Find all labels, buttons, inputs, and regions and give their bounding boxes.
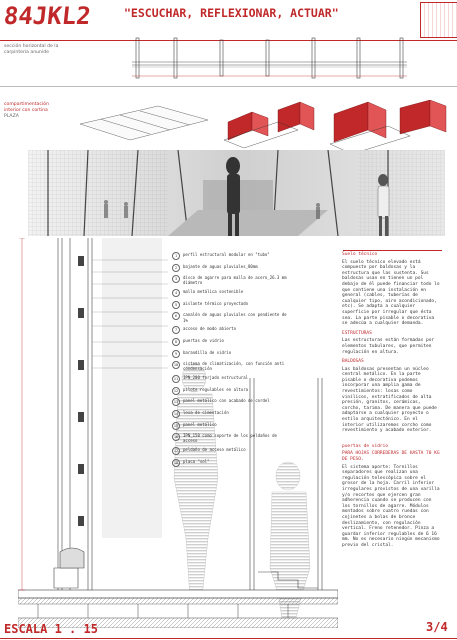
legend-number: 8 — [172, 338, 180, 346]
iso-caption-line: PLAZA — [4, 114, 19, 119]
legend-number: 15 — [173, 423, 179, 428]
note-body: El sistema aporte: Tornillos separadores que realizan una regulación telescópica sobre el grosor de la hoja. Carril inferior irregulares provistos de una varilla y/o recortes que ejercen gran adherencia cuando se producen con los tornillos de agarre. Módulos montados sobre cuatro ruedas con cojinetes a bolas de bronce deslizamiento, con regulación vertical. Freno retenedor. Pinza a guardar inferior regulables de 6 16 mm. No es necesario ningún mecanismo previo del cristal. — [342, 464, 440, 548]
legend-text: panel metálico con acabado de cordel — [183, 398, 270, 404]
legend-item — [172, 326, 292, 334]
legend-item — [172, 301, 292, 309]
legend-text: canalón de aguas pluviales con pendiente de 1% — [183, 312, 287, 323]
legend-number: 9 — [172, 350, 180, 358]
legend-number: 2 — [172, 264, 180, 272]
legend-text: pilote regulables en altura — [183, 386, 249, 392]
legend-number: 7 — [172, 326, 180, 334]
legend-number: 1 — [172, 252, 180, 260]
horizontal-section-drawing — [132, 36, 407, 82]
iso-caption-line: compartimentación — [4, 102, 49, 107]
legend-text: IPN_150 como soporte de los peldaños de acceso — [183, 433, 277, 444]
drawing-scale: ESCALA 1 . 15 — [4, 622, 98, 636]
legend-text: bajante de aguas pluviales_80mm — [183, 263, 258, 269]
note-body: Las baldosas presentan un núcleo central metálico. En la parte pisable o decorativa podemos incorporar una amplia gama de revestimientos: losas como vinílicos, estratificados de alta presión, granitos, cerámicas, corcho, tarima. De manera que puede adaptarse a cualquier proyecto o estilo arquitectónico. En el interior utilizaremos corcho como revestimiento y acabado exterior. — [342, 366, 437, 434]
legend-item — [172, 387, 292, 395]
note-title: Suelo técnico — [342, 252, 378, 257]
legend-item — [172, 447, 292, 455]
legend-item — [172, 252, 292, 260]
legend-item — [172, 398, 292, 406]
note-body: El suelo técnico elevado está compuesto por baldosas y la estructura que las sustenta. Sus baldosas usan en tienen un pol debajo de él puede financiar todo lo que contiene una instalación en general (cables, tuberías de cualquier tipo, aire acondicionado, etc). Se adapta a cualquier superficie por irregular que ésta sea. La parte pisable o decorativa se adecúa a cualquier demanda. — [342, 259, 440, 327]
legend-number: 17 — [173, 449, 179, 454]
legend-text: barandilla de vidrio — [183, 349, 232, 355]
interior-render-collage — [28, 150, 445, 236]
legend-item — [172, 275, 292, 285]
legend-number: 4 — [172, 289, 180, 297]
legend-text: sistema de climatización, con función anti condensación — [183, 361, 285, 372]
legend-number: 13 — [173, 400, 179, 405]
note-title: puertas de vidrio — [342, 443, 389, 449]
legend-item — [172, 264, 292, 272]
legend-item — [172, 422, 292, 430]
legend-number: 12 — [173, 388, 179, 393]
notes-rule — [343, 250, 442, 251]
legend-text: malla metálica sostenible — [183, 289, 244, 295]
legend-item — [172, 289, 292, 297]
project-slogan: "ESCUCHAR, REFLEXIONAR, ACTUAR" — [124, 6, 339, 20]
legend-item — [172, 433, 292, 443]
legend-text: placa "sol" — [183, 458, 210, 464]
panel-marker-icon — [420, 2, 457, 38]
project-code: 84JKL2 — [2, 2, 93, 30]
legend-item — [172, 338, 292, 346]
note-body: Las estructuras están formadas por elementos tubulares, que permiten regulación en altura. — [342, 338, 435, 355]
legend-number: 3 — [172, 275, 180, 283]
legend-text: acceso de modo abierto — [183, 326, 236, 332]
iso-caption-line: interior con cortina — [4, 108, 48, 113]
legend-text: perfil estructural modular en "tubo" — [183, 252, 270, 257]
note-title: ESTRUCTURAS — [342, 330, 372, 336]
legend-item — [172, 459, 292, 467]
note-title: BALDOSAS — [342, 359, 364, 365]
footer-divider — [0, 638, 457, 639]
legend-item — [172, 375, 292, 383]
legend-number: 6 — [172, 312, 180, 320]
component-legend — [172, 252, 292, 470]
legend-number: 16 — [173, 435, 179, 440]
note-title: PARA HOJAS CORREDERAS DE HASTA 70 KG DE PESO. — [342, 451, 440, 462]
section-caption-line: sección horizontal de la — [4, 44, 59, 49]
legend-text: peldaño de acceso metálico — [183, 447, 246, 453]
legend-text: IPN_200 forjado estructural — [183, 375, 249, 381]
legend-item — [172, 350, 292, 358]
section-caption-line: carpintería anunide — [4, 50, 49, 55]
section-caption — [4, 44, 58, 56]
legend-number: 18 — [173, 460, 179, 465]
legend-item — [172, 312, 292, 322]
legend-text: panel metálico — [183, 421, 217, 427]
page-number: 3/4 — [426, 620, 448, 634]
legend-number: 5 — [172, 301, 180, 309]
legend-text: losa de cimentación — [183, 409, 229, 415]
legend-number: 10 — [173, 363, 179, 368]
legend-text: disco de agarre para malla de acero_26.3 mm diámetro — [183, 275, 287, 286]
legend-item — [172, 410, 292, 418]
legend-number: 11 — [173, 377, 179, 382]
specification-notes — [342, 252, 442, 582]
legend-item — [172, 361, 292, 371]
legend-text: aislante térmico proyectado — [183, 300, 249, 306]
divider — [0, 86, 457, 87]
legend-number: 14 — [173, 411, 179, 416]
legend-text: puertas de vidrio — [183, 337, 224, 343]
